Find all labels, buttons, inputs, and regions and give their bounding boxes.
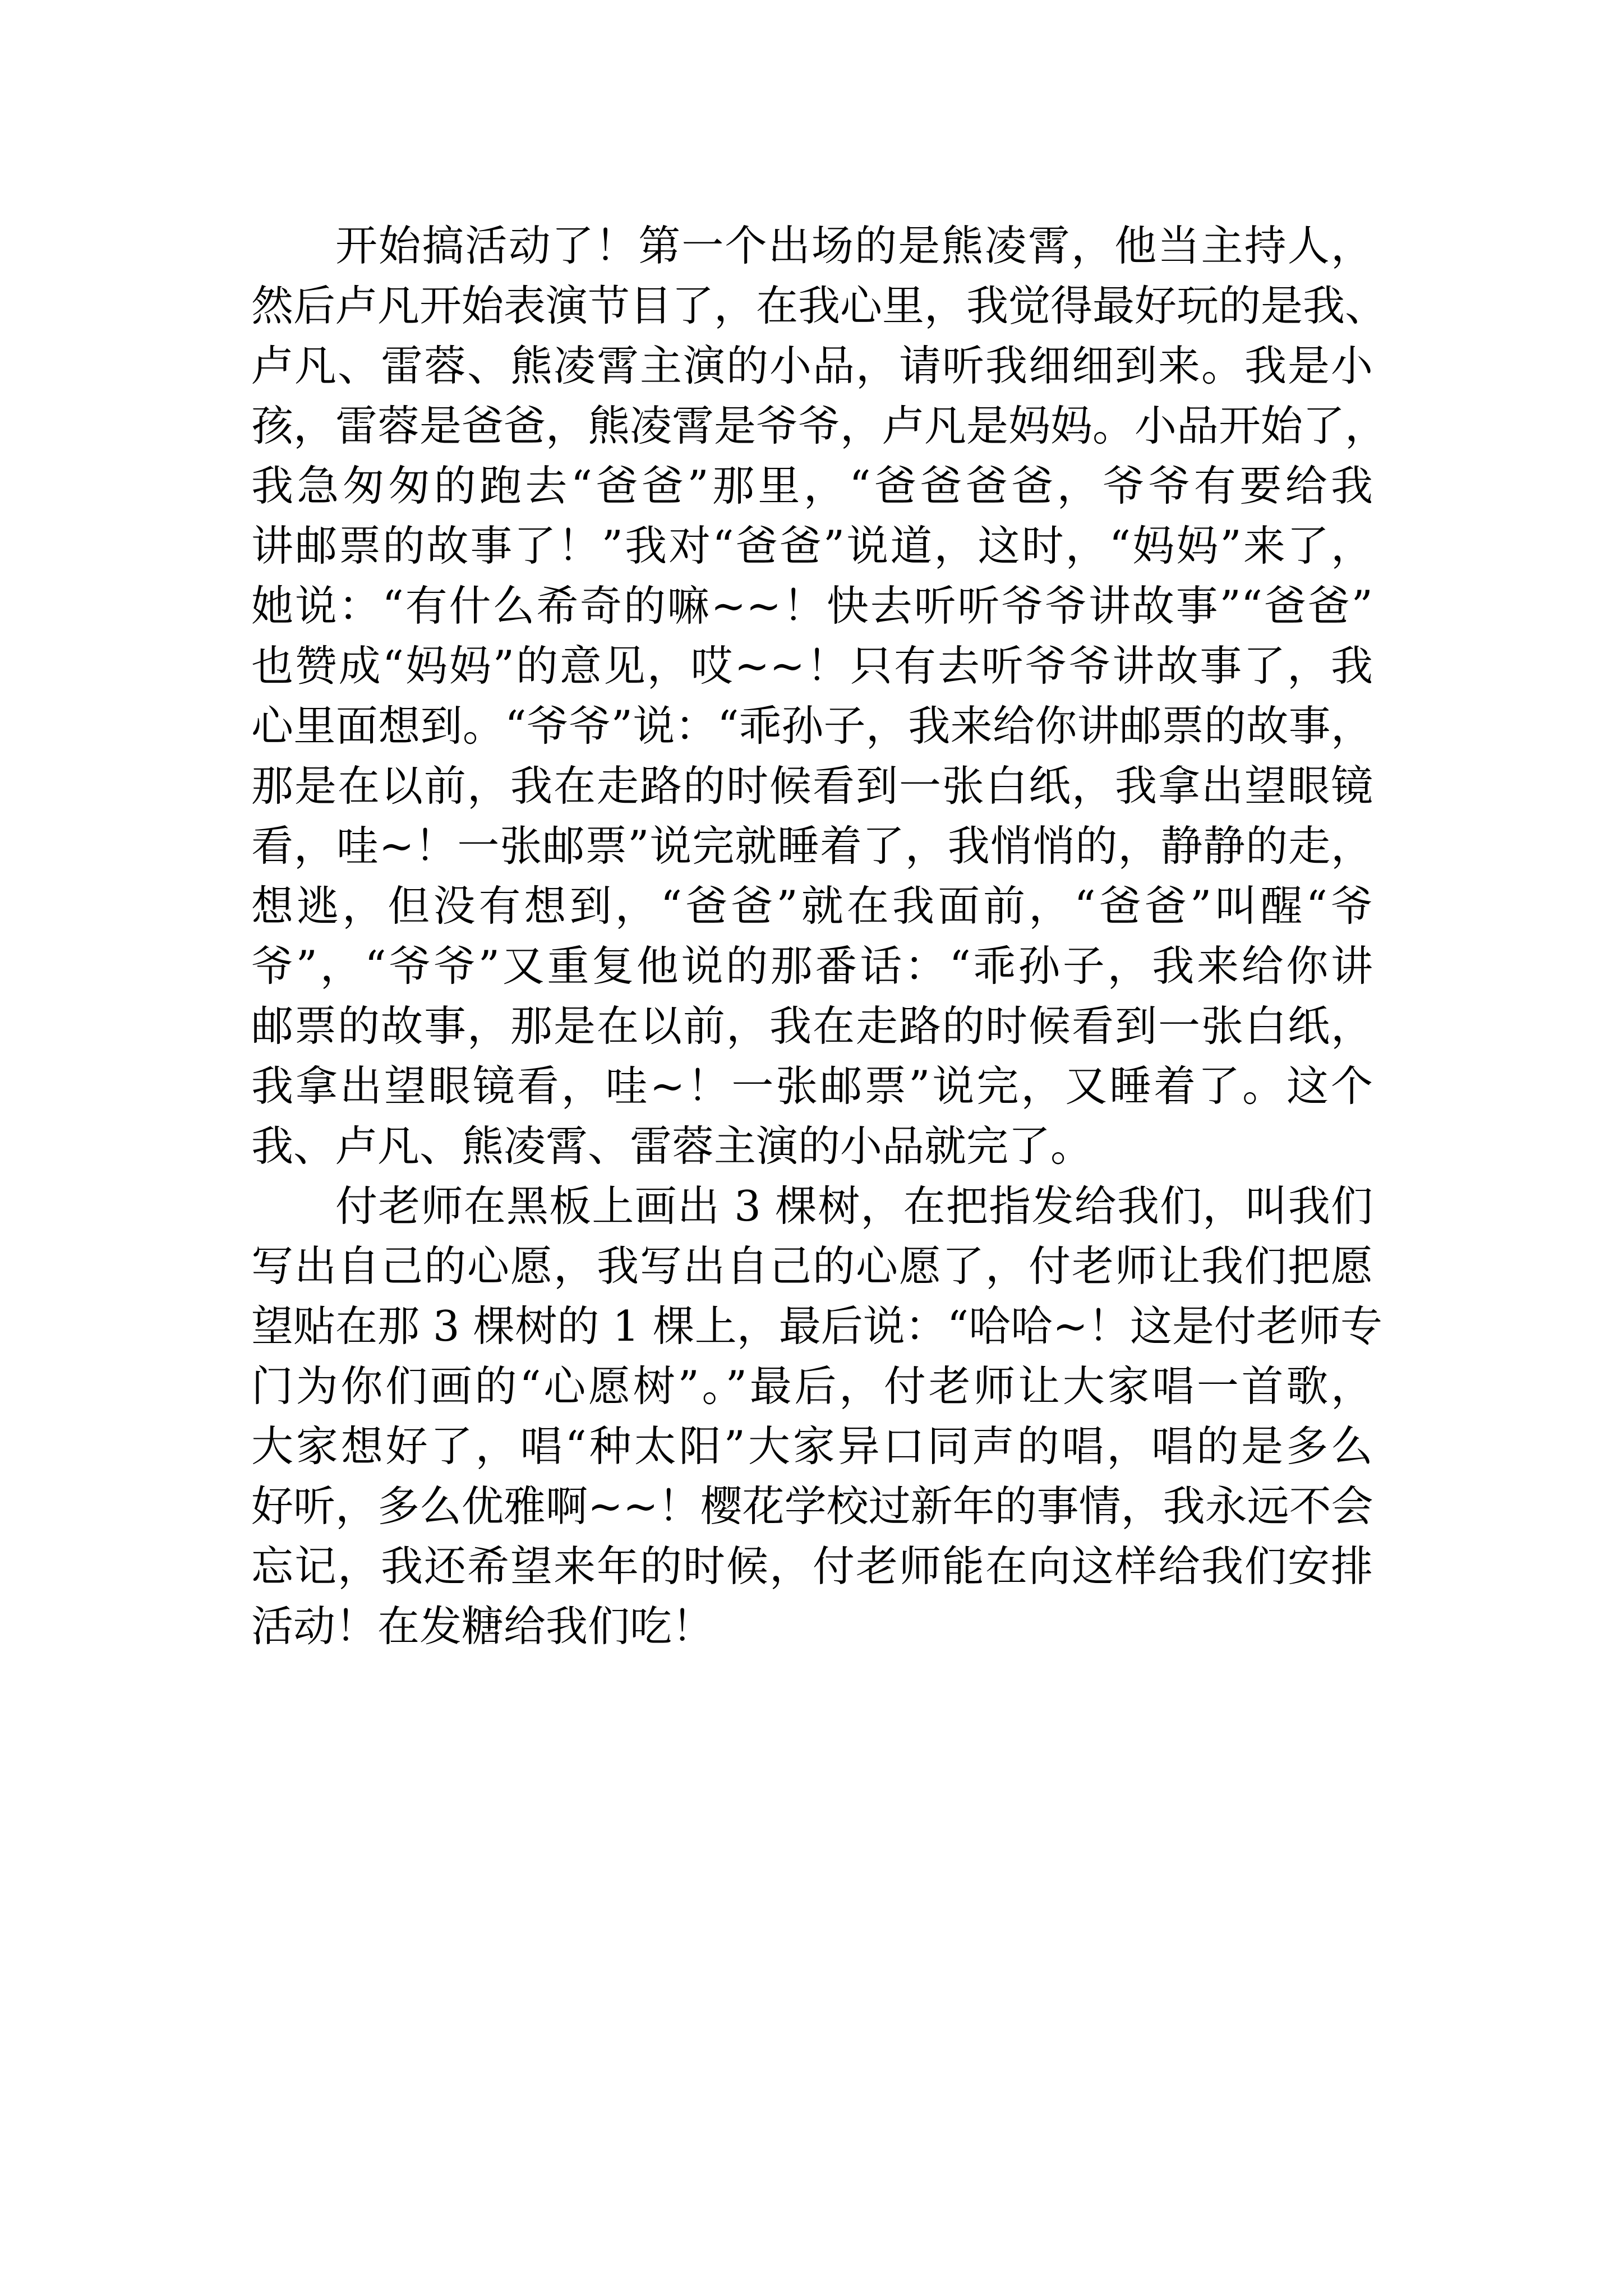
text-line: 想逃，但没有想到，“爸爸”就在我面前，“爸爸”叫醒“爷 [251,881,1373,931]
text-line: 开始搞活动了！第一个出场的是熊凌霄，他当主持人， [335,221,1373,270]
text-line: 我急匆匆的跑去“爸爸”那里，“爸爸爸爸，爷爷有要给我 [251,461,1373,510]
text-line: 大家想好了，唱“种太阳”大家异口同声的唱，唱的是多么 [251,1421,1373,1471]
text-line: 也赞成“妈妈”的意见，哎~~！只有去听爷爷讲故事了，我 [251,641,1373,691]
text-line: 看，哇~！一张邮票”说完就睡着了，我悄悄的，静静的走， [251,821,1373,871]
text-line: 那是在以前，我在走路的时候看到一张白纸，我拿出望眼镜 [251,761,1373,811]
paragraph-2 [251,1176,1382,1657]
text-line: 好听，多么优雅啊~~！樱花学校过新年的事情，我永远不会 [251,1481,1373,1531]
text-line: 孩，雷蓉是爸爸，熊凌霄是爷爷，卢凡是妈妈。小品开始了， [251,401,1387,450]
text-line: 心里面想到。“爷爷”说：“乖孙子，我来给你讲邮票的故事， [251,701,1373,751]
text-line: 她说：“有什么希奇的嘛~~！快去听听爷爷讲故事”“爸爸” [251,581,1373,631]
text-line: 我拿出望眼镜看，哇~！一张邮票”说完，又睡着了。这个 [251,1061,1373,1111]
text-line: 付老师在黑板上画出 3 棵树，在把指发给我们，叫我们 [335,1181,1373,1231]
paragraph-1 [251,216,1387,1176]
text-line: 邮票的故事，那是在以前，我在走路的时候看到一张白纸， [251,1001,1373,1051]
text-line: 望贴在那 3 棵树的 1 棵上，最后说：“哈哈~！这是付老师专 [251,1301,1382,1351]
text-line: 活动！在发糖给我们吃！ [251,1602,714,1651]
text-line: 卢凡、雷蓉、熊凌霄主演的小品，请听我细细到来。我是小 [251,341,1373,390]
text-line: 讲邮票的故事了！”我对“爸爸”说道，这时，“妈妈”来了， [251,521,1373,570]
text-line: 爷”，“爷爷”又重复他说的那番话：“乖孙子，我来给你讲 [251,941,1373,991]
text-line: 我、卢凡、熊凌霄、雷蓉主演的小品就完了。 [251,1121,1093,1171]
text-line: 然后卢凡开始表演节目了，在我心里，我觉得最好玩的是我、 [251,281,1387,330]
document-body [251,216,1387,1657]
text-line: 门为你们画的“心愿树”。”最后，付老师让大家唱一首歌， [251,1361,1373,1411]
text-line: 忘记，我还希望来年的时候，付老师能在向这样给我们安排 [251,1542,1373,1591]
text-line: 写出自己的心愿，我写出自己的心愿了，付老师让我们把愿 [251,1241,1373,1291]
